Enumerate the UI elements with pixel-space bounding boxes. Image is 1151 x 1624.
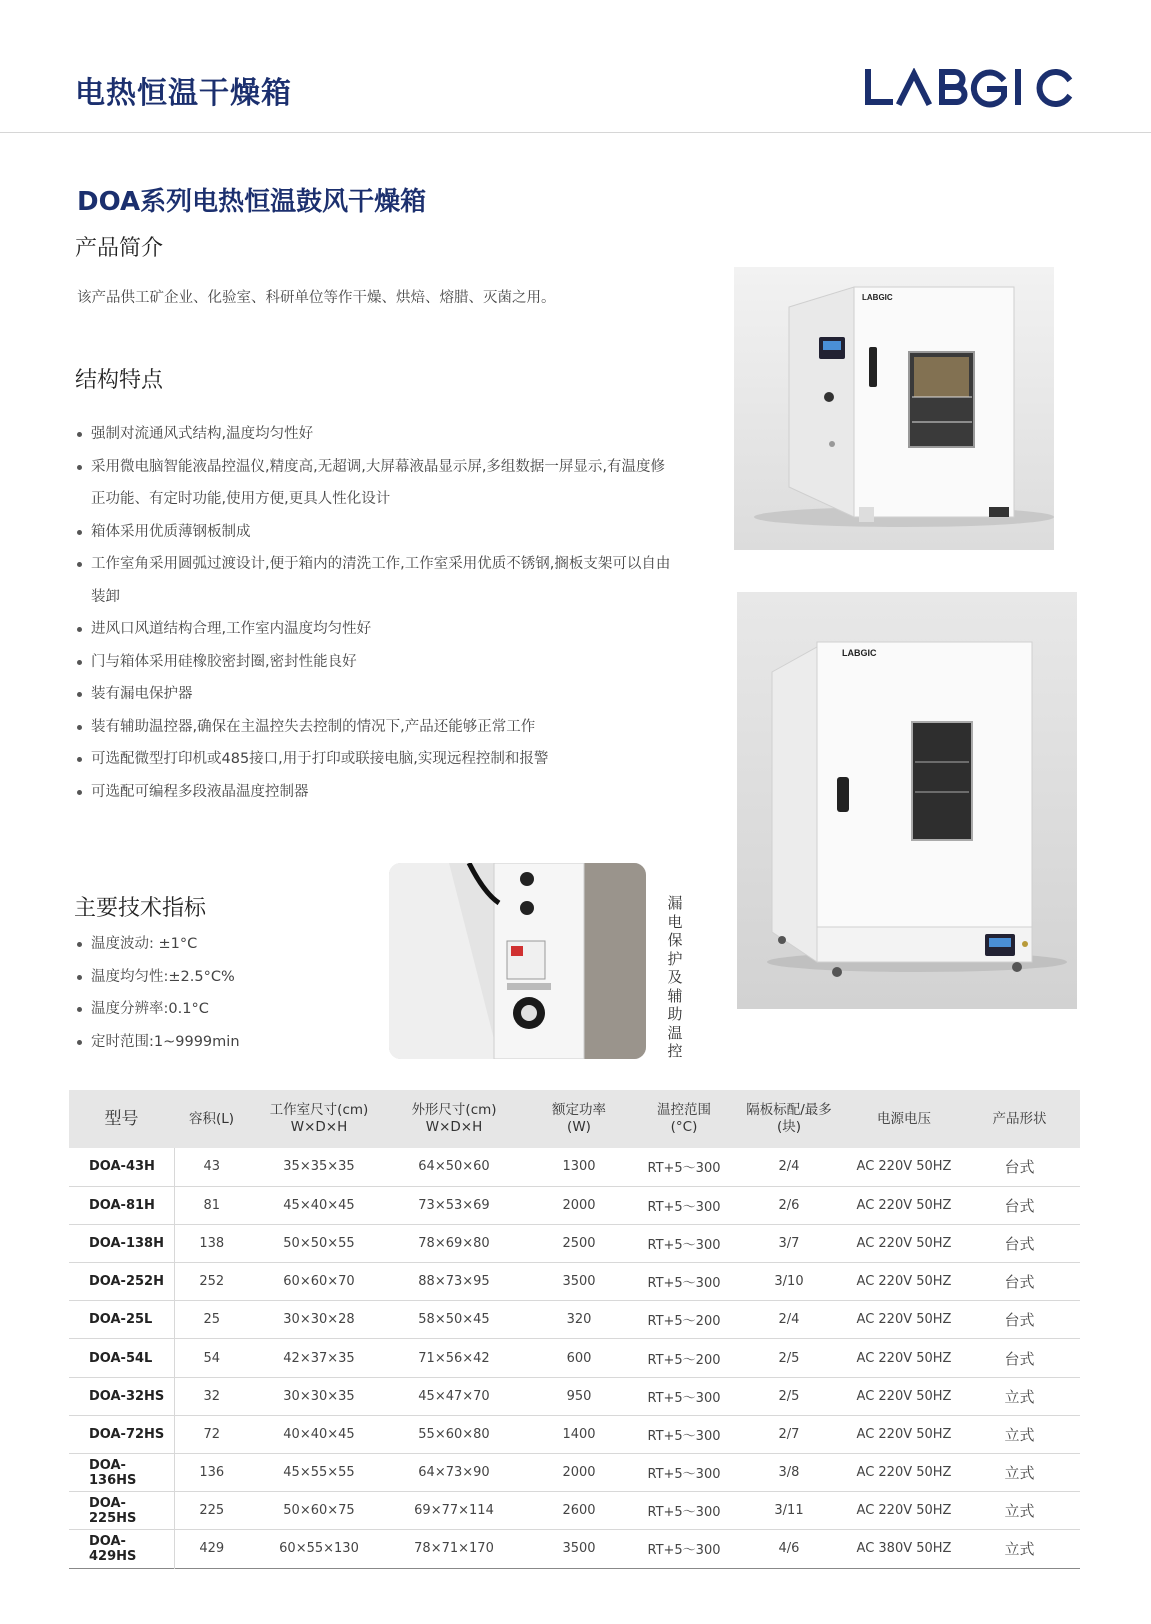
feature-item: 进风口风道结构合理,工作室内温度均匀性好 (77, 613, 677, 646)
cell-chamber-size: 35×35×35 (283, 1159, 355, 1175)
table-row (69, 1186, 1080, 1224)
cell-voltage: AC 220V 50HZ (856, 1426, 952, 1442)
cell-outer-size: 45×47×70 (418, 1388, 490, 1404)
cell-model: DOA-72HS (69, 1415, 174, 1453)
cell-outer-size: 64×50×60 (418, 1159, 490, 1175)
cell-shelves: 2/5 (778, 1388, 800, 1404)
table-row (69, 1530, 1080, 1568)
cell-shelves: 2/4 (778, 1159, 800, 1175)
cell-voltage: AC 220V 50HZ (856, 1197, 952, 1213)
cell-outer-size: 88×73×95 (418, 1274, 490, 1290)
table-row (69, 1454, 1080, 1492)
intro-text: 该产品供工矿企业、化验室、科研单位等作干燥、烘焙、熔腊、灭菌之用。 (77, 290, 556, 306)
cell-outer-size: 64×73×90 (418, 1465, 490, 1481)
cell-shape: 立式 (1004, 1464, 1035, 1483)
cell-chamber-size: 50×60×75 (283, 1503, 355, 1519)
cell-power: 2500 (562, 1235, 596, 1251)
table-row (69, 1263, 1080, 1301)
cell-shelves: 3/11 (774, 1503, 804, 1519)
benchtop-oven-photo (734, 267, 1054, 550)
feature-item: 强制对流通风式结构,温度均匀性好 (77, 418, 677, 451)
cell-shape: 立式 (1004, 1425, 1035, 1444)
cell-shelves: 2/5 (778, 1350, 800, 1366)
cell-temp-range: RT+5～300 (647, 1199, 721, 1215)
cell-power: 1400 (562, 1426, 596, 1442)
cell-chamber-size: 30×30×28 (283, 1312, 355, 1328)
specs-heading: 主要技术指标 (74, 896, 207, 921)
cell-shape: 台式 (1004, 1158, 1035, 1177)
cell-shape: 立式 (1004, 1502, 1035, 1521)
oven-logo-label: LABGIC (862, 293, 893, 302)
cell-volume: 138 (199, 1235, 225, 1251)
cell-power: 2000 (562, 1197, 596, 1213)
cell-voltage: AC 220V 50HZ (856, 1235, 952, 1251)
vertical-oven-photo (737, 592, 1077, 1009)
cell-outer-size: 78×71×170 (414, 1541, 494, 1557)
cell-shape: 台式 (1004, 1196, 1035, 1215)
cell-model: DOA-225HS (69, 1492, 174, 1530)
oven-logo-label: LABGIC (842, 648, 877, 658)
cell-shelves: 4/6 (778, 1541, 800, 1557)
feature-item: 装有漏电保护器 (77, 678, 677, 711)
cell-shape: 台式 (1004, 1349, 1035, 1368)
cell-outer-size: 69×77×114 (414, 1503, 494, 1519)
cell-model: DOA-136HS (69, 1454, 174, 1492)
header-voltage: 电源电压 (877, 1110, 931, 1127)
series-title: DOA系列电热恒温鼓风干燥箱 (77, 187, 427, 217)
cell-temp-range: RT+5～300 (647, 1428, 721, 1444)
table-row (69, 1415, 1080, 1453)
cell-model: DOA-138H (69, 1224, 174, 1262)
cell-chamber-size: 45×40×45 (283, 1197, 355, 1213)
cell-model: DOA-25L (69, 1301, 174, 1339)
cell-chamber-size: 60×55×130 (279, 1541, 359, 1557)
feature-item: 可选配可编程多段液晶温度控制器 (77, 776, 677, 809)
cell-chamber-size: 30×30×35 (283, 1388, 355, 1404)
cell-model: DOA-54L (69, 1339, 174, 1377)
cell-volume: 43 (203, 1159, 221, 1175)
header-shelves: 隔板标配/最多 (块) (746, 1102, 832, 1135)
cell-voltage: AC 220V 50HZ (856, 1465, 952, 1481)
cell-model: DOA-81H (69, 1186, 174, 1224)
header-shape: 产品形状 (992, 1110, 1047, 1127)
header-outer-size: 外形尺寸(cm) W×D×H (411, 1102, 497, 1135)
cell-model: DOA-252H (69, 1263, 174, 1301)
feature-item: 可选配微型打印机或485接口,用于打印或联接电脑,实现远程控制和报警 (77, 743, 677, 776)
cell-chamber-size: 50×50×55 (283, 1235, 355, 1251)
cell-chamber-size: 42×37×35 (283, 1350, 355, 1366)
cell-shelves: 3/7 (778, 1235, 800, 1251)
cell-outer-size: 58×50×45 (418, 1312, 490, 1328)
cell-voltage: AC 220V 50HZ (856, 1388, 952, 1404)
cell-temp-range: RT+5～300 (647, 1505, 721, 1521)
table-header-row (69, 1090, 1080, 1148)
photo-caption: 漏电保护及辅助温控 (667, 894, 683, 1060)
spec-item: 温度分辨率:0.1°C (77, 993, 240, 1026)
cell-volume: 252 (199, 1274, 225, 1290)
cell-temp-range: RT+5～300 (647, 1467, 721, 1483)
cell-volume: 32 (203, 1388, 221, 1404)
leakage-protector-photo (389, 863, 646, 1059)
cell-shelves: 2/6 (778, 1197, 800, 1213)
cell-power: 2000 (562, 1465, 596, 1481)
spec-item: 定时范围:1~9999min (77, 1026, 240, 1059)
cell-voltage: AC 380V 50HZ (856, 1541, 952, 1557)
feature-item: 门与箱体采用硅橡胶密封圈,密封性能良好 (77, 646, 677, 679)
cell-power: 950 (566, 1388, 592, 1404)
page-header (0, 0, 1151, 133)
header-volume: 容积(L) (188, 1110, 235, 1127)
cell-power: 3500 (562, 1274, 596, 1290)
cell-voltage: AC 220V 50HZ (856, 1274, 952, 1290)
cell-outer-size: 73×53×69 (418, 1197, 490, 1213)
cell-temp-range: RT+5～300 (647, 1390, 721, 1406)
table-row (69, 1148, 1080, 1186)
cell-power: 3500 (562, 1541, 596, 1557)
labgic-logo (862, 68, 1082, 108)
cell-outer-size: 55×60×80 (418, 1426, 490, 1442)
cell-shape: 台式 (1004, 1311, 1035, 1330)
cell-shelves: 2/4 (778, 1312, 800, 1328)
cell-outer-size: 71×56×42 (418, 1350, 490, 1366)
cell-shelves: 3/8 (778, 1465, 800, 1481)
cell-chamber-size: 40×40×45 (283, 1426, 355, 1442)
header-model: 型号 (104, 1108, 139, 1129)
cell-temp-range: RT+5～300 (647, 1237, 721, 1253)
cell-power: 600 (566, 1350, 592, 1366)
cell-model: DOA-43H (69, 1148, 174, 1186)
cell-temp-range: RT+5～300 (647, 1276, 721, 1292)
cell-model: DOA-32HS (69, 1377, 174, 1415)
page-title: 电热恒温干燥箱 (75, 76, 292, 111)
cell-shape: 台式 (1004, 1273, 1035, 1292)
intro-heading: 产品简介 (75, 236, 164, 261)
feature-item: 箱体采用优质薄钢板制成 (77, 516, 677, 549)
cell-voltage: AC 220V 50HZ (856, 1312, 952, 1328)
header-divider (0, 132, 1151, 133)
cell-shelves: 3/10 (774, 1274, 804, 1290)
cell-voltage: AC 220V 50HZ (856, 1503, 952, 1519)
cell-outer-size: 78×69×80 (418, 1235, 490, 1251)
specs-list (77, 928, 240, 1058)
cell-volume: 225 (199, 1503, 225, 1519)
spec-item: 温度波动: ±1°C (77, 928, 240, 961)
cell-voltage: AC 220V 50HZ (856, 1350, 952, 1366)
features-heading: 结构特点 (75, 368, 164, 393)
features-list (77, 418, 677, 808)
cell-shape: 立式 (1004, 1540, 1035, 1559)
cell-power: 1300 (562, 1159, 596, 1175)
cell-model: DOA-429HS (69, 1530, 174, 1568)
cell-voltage: AC 220V 50HZ (856, 1159, 952, 1175)
cell-temp-range: RT+5～300 (647, 1161, 721, 1177)
table-row (69, 1492, 1080, 1530)
header-temp-range: 温控范围 (°C) (657, 1102, 711, 1135)
cell-power: 320 (566, 1312, 592, 1328)
cell-chamber-size: 45×55×55 (283, 1465, 355, 1481)
cell-volume: 429 (199, 1541, 225, 1557)
cell-volume: 54 (203, 1350, 221, 1366)
table-row (69, 1377, 1080, 1415)
spec-table (69, 1090, 1080, 1569)
cell-shape: 台式 (1004, 1234, 1035, 1253)
header-chamber-size: 工作室尺寸(cm) W×D×H (269, 1102, 369, 1135)
cell-temp-range: RT+5～200 (647, 1314, 721, 1330)
cell-volume: 136 (199, 1465, 225, 1481)
cell-chamber-size: 60×60×70 (283, 1274, 355, 1290)
feature-item: 装有辅助温控器,确保在主温控失去控制的情况下,产品还能够正常工作 (77, 711, 677, 744)
header-power: 额定功率 (W) (552, 1102, 606, 1135)
cell-power: 2600 (562, 1503, 596, 1519)
cell-shelves: 2/7 (778, 1426, 800, 1442)
table-row (69, 1301, 1080, 1339)
cell-shape: 立式 (1004, 1387, 1035, 1406)
table-row (69, 1224, 1080, 1262)
cell-volume: 72 (203, 1426, 221, 1442)
spec-item: 温度均匀性:±2.5°C% (77, 961, 240, 994)
cell-temp-range: RT+5～200 (647, 1352, 721, 1368)
feature-item: 工作室角采用圆弧过渡设计,便于箱内的清洗工作,工作室采用优质不锈钢,搁板支架可以自由装卸 (77, 548, 677, 613)
table-row (69, 1339, 1080, 1377)
cell-temp-range: RT+5～300 (647, 1543, 721, 1559)
cell-volume: 81 (203, 1197, 221, 1213)
cell-volume: 25 (203, 1312, 221, 1328)
feature-item: 采用微电脑智能液晶控温仪,精度高,无超调,大屏幕液晶显示屏,多组数据一屏显示,有温度修正功能、有定时功能,使用方便,更具人性化设计 (77, 451, 677, 516)
